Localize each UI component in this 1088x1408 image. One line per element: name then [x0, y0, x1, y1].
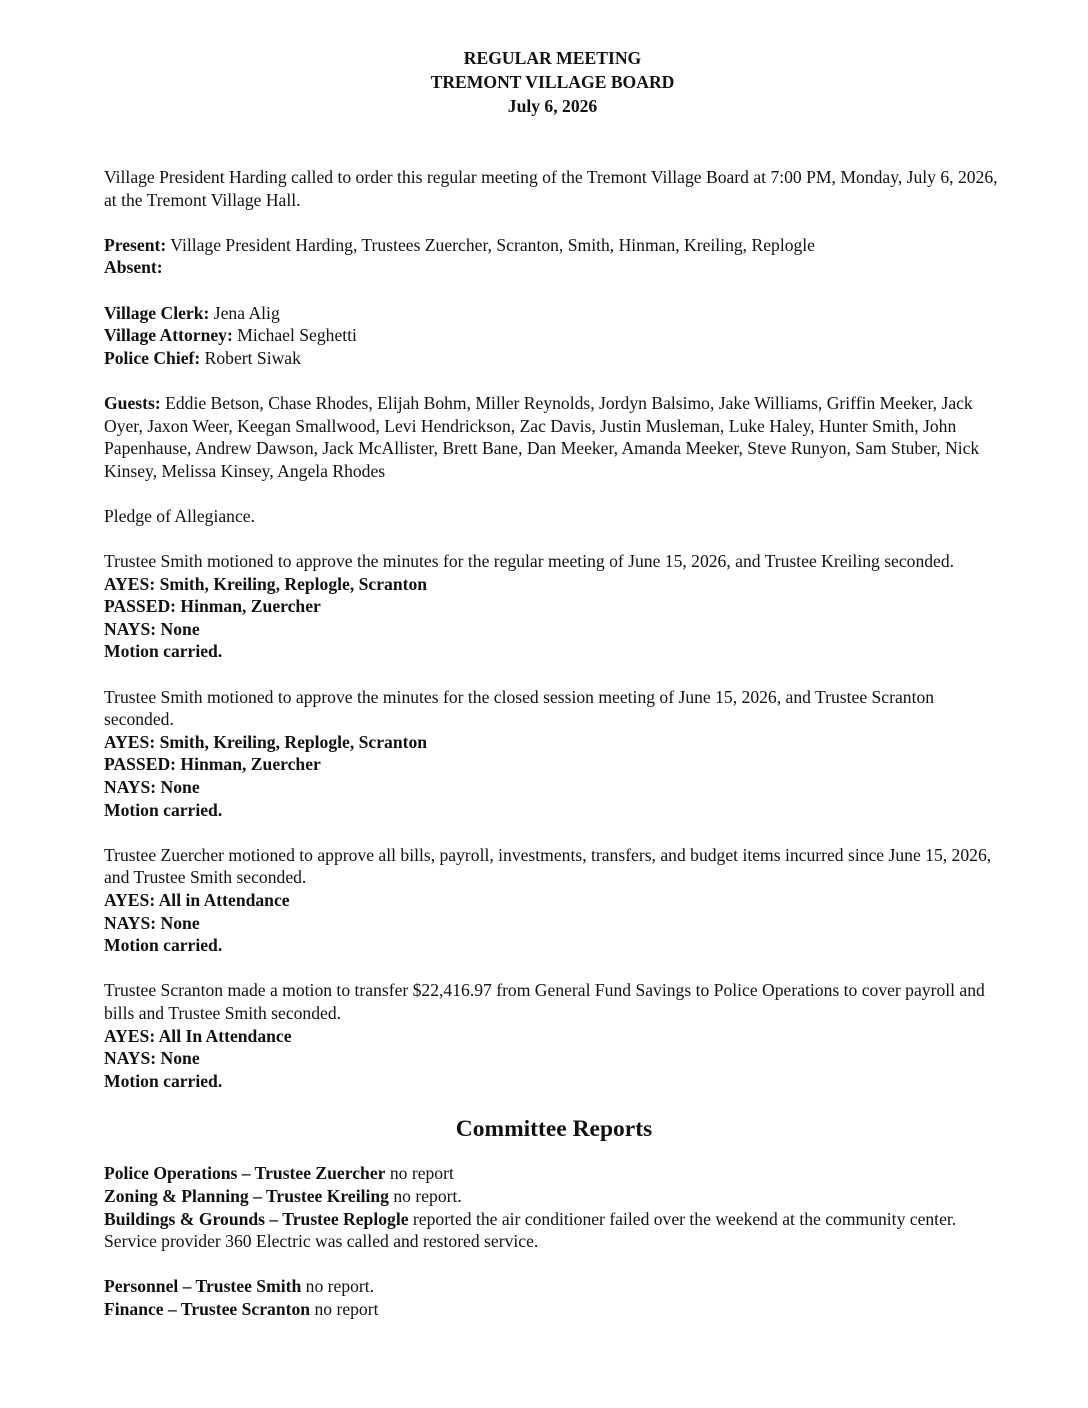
vote-line: AYES: All in Attendance — [104, 890, 290, 910]
guests-paragraph — [104, 392, 1004, 482]
vote-line: AYES: All In Attendance — [104, 1025, 292, 1046]
committee-report-label: Finance – Trustee Scranton — [104, 1298, 311, 1319]
committee-reports-list-2 — [104, 1275, 1004, 1320]
committee-report-text: no report — [385, 1163, 454, 1184]
vote-line: PASSED: Hinman, Zuercher — [104, 596, 321, 617]
present-value: Village President Harding, Trustees Zuercher, Scranton, Smith, Hinman, Kreiling, Replogle — [166, 234, 815, 255]
vote-line: Motion carried. — [104, 799, 223, 820]
header-board-name: TREMONT VILLAGE BOARD — [430, 72, 675, 92]
committee-report — [104, 1208, 1004, 1253]
motion-text: Trustee Smith motioned to approve the minutes for the regular meeting of June 15, 2026, and Trustee Kreiling seconded. — [104, 551, 955, 572]
motion-text: Trustee Smith motioned to approve the minutes for the closed session meeting of June 15, 2026, and Trustee Scranton seconded. — [104, 686, 935, 730]
committee-reports-heading: Committee Reports — [455, 1116, 653, 1143]
vote-line: Motion carried. — [104, 1070, 223, 1091]
committee-report-text: no report. — [388, 1185, 462, 1206]
committee-report — [104, 1275, 1004, 1298]
chief-label: Police Chief: — [104, 347, 201, 368]
committee-report-label: Police Operations – Trustee Zuercher — [104, 1163, 386, 1184]
attorney-label: Village Attorney: — [104, 325, 233, 346]
call-to-order-paragraph: Village President Harding called to order this regular meeting of the Tremont Village Board at 7:00 PM, Monday, July 6, 2026, at the Tremont Village Hall. — [104, 167, 998, 210]
officials-block — [104, 302, 1004, 370]
motion-block — [104, 686, 1004, 822]
committee-report-text: no report. — [301, 1276, 375, 1297]
committee-report-label: Personnel – Trustee Smith — [104, 1276, 302, 1297]
document-header — [101, 46, 1004, 118]
motion-block — [104, 844, 1004, 957]
vote-line: Motion carried. — [104, 641, 223, 662]
header-meeting-type: REGULAR MEETING — [463, 48, 642, 68]
motion-text: Trustee Zuercher motioned to approve all bills, payroll, investments, transfers, and budget items incurred since June 15, 2026, and Trustee Smith seconded. — [104, 844, 992, 888]
committee-report — [104, 1162, 1004, 1185]
clerk-label: Village Clerk: — [104, 302, 210, 323]
committee-report-text: reported the air conditioner failed over the weekend at the community center. Service provider 360 Electric was called and restored service. — [104, 1208, 957, 1252]
vote-line: NAYS: None — [104, 1048, 200, 1069]
pledge-paragraph: Pledge of Allegiance. — [104, 505, 255, 526]
vote-line: NAYS: None — [104, 618, 200, 639]
committee-report — [104, 1185, 1004, 1208]
guests-value: Eddie Betson, Chase Rhodes, Elijah Bohm, Miller Reynolds, Jordyn Balsimo, Jake Williams, Griffin Meeker, Jack Oyer, Jaxon Weer, Keegan Smallwood, Levi Hendrickson, Zac Davis, Justin Musleman, Luke Haley, Hunter Smith, John Papenhause, Andrew Dawson, Jack McAllister, Brett Bane, Dan Meeker, Amanda Meeker, Steve Runyon, Sam Stuber, Nick Kinsey, Melissa Kinsey, Angela Rhodes — [104, 392, 980, 481]
attendance-block — [104, 234, 1004, 279]
motion-text: Trustee Scranton made a motion to transfer $22,416.97 from General Fund Savings to Police Operations to cover payroll and bills and Trustee Smith seconded. — [104, 980, 985, 1023]
committee-reports-list — [104, 1162, 1004, 1252]
header-date: July 6, 2026 — [507, 96, 598, 116]
committee-report-label: Zoning & Planning – Trustee Kreiling — [104, 1185, 389, 1206]
attorney-value: Michael Seghetti — [232, 325, 357, 346]
vote-line: Motion carried. — [104, 935, 223, 956]
committee-report-text: no report — [310, 1298, 379, 1319]
motion-block — [104, 550, 1004, 663]
committee-report-label: Buildings & Grounds – Trustee Replogle — [104, 1208, 409, 1229]
present-label: Present: — [104, 234, 167, 255]
minutes-page — [104, 46, 1004, 1321]
committee-report — [104, 1298, 1004, 1321]
clerk-value: Jena Alig — [209, 302, 280, 323]
vote-line: AYES: Smith, Kreiling, Replogle, Scranton — [104, 573, 428, 594]
guests-label: Guests: — [104, 392, 161, 413]
absent-label: Absent: — [104, 257, 163, 278]
vote-line: AYES: Smith, Kreiling, Replogle, Scranton — [104, 731, 428, 752]
vote-line: NAYS: None — [104, 777, 200, 798]
vote-line: NAYS: None — [104, 912, 200, 933]
vote-line: PASSED: Hinman, Zuercher — [104, 754, 321, 775]
motion-block — [104, 979, 1004, 1092]
chief-value: Robert Siwak — [200, 347, 301, 368]
